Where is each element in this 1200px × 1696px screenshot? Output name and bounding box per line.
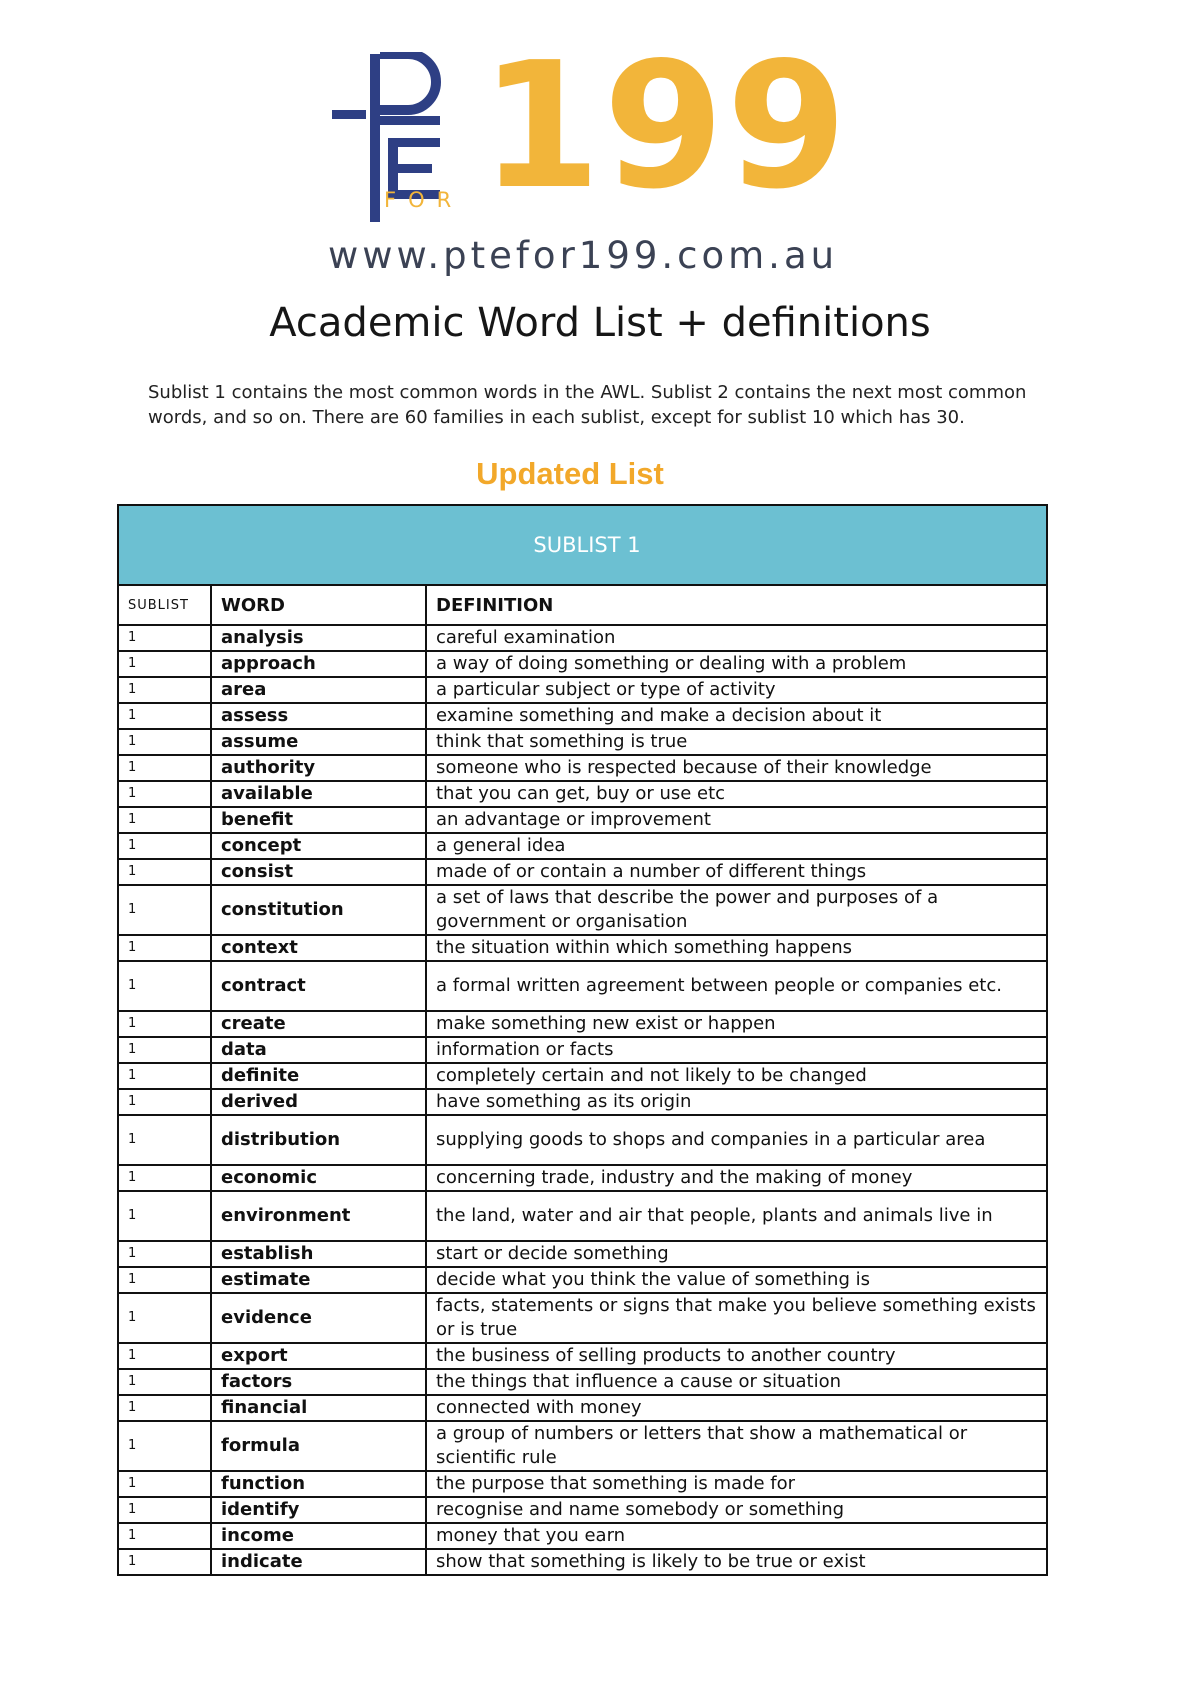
table-row (118, 1011, 1047, 1037)
row-word: estimate (211, 1267, 426, 1293)
row-word: identify (211, 1497, 426, 1523)
table-row (118, 651, 1047, 677)
row-word: definite (211, 1063, 426, 1089)
row-sublist: 1 (118, 1241, 211, 1267)
table-row (118, 1115, 1047, 1165)
row-definition: recognise and name somebody or something (426, 1497, 1047, 1523)
table-row (118, 1497, 1047, 1523)
row-sublist: 1 (118, 1089, 211, 1115)
row-sublist: 1 (118, 1471, 211, 1497)
table-row (118, 1241, 1047, 1267)
table-banner-row (118, 505, 1047, 585)
row-sublist: 1 (118, 1369, 211, 1395)
row-sublist: 1 (118, 1421, 211, 1471)
row-word: authority (211, 755, 426, 781)
row-definition: connected with money (426, 1395, 1047, 1421)
row-sublist: 1 (118, 885, 211, 935)
row-word: financial (211, 1395, 426, 1421)
row-sublist: 1 (118, 1293, 211, 1343)
row-definition: that you can get, buy or use etc (426, 781, 1047, 807)
updated-list-heading: Updated List (476, 456, 664, 491)
row-definition: a group of numbers or letters that show a mathematical or scientific rule (426, 1421, 1047, 1471)
row-sublist: 1 (118, 755, 211, 781)
row-definition: a formal written agreement between people or companies etc. (426, 961, 1047, 1011)
row-sublist: 1 (118, 1267, 211, 1293)
row-sublist: 1 (118, 677, 211, 703)
row-word: factors (211, 1369, 426, 1395)
row-definition: decide what you think the value of something is (426, 1267, 1047, 1293)
row-word: area (211, 677, 426, 703)
row-sublist: 1 (118, 1343, 211, 1369)
brand-logo (328, 25, 870, 282)
table-row (118, 859, 1047, 885)
row-sublist: 1 (118, 1063, 211, 1089)
row-word: concept (211, 833, 426, 859)
row-word: assess (211, 703, 426, 729)
intro-paragraph: Sublist 1 contains the most common words in the AWL. Sublist 2 contains the next most common words, and so on. There are 60 families in each sublist, except for sublist 10 which has 30. (148, 382, 1027, 428)
table-row (118, 1421, 1047, 1471)
row-definition: show that something is likely to be true or exist (426, 1549, 1047, 1575)
row-definition: an advantage or improvement (426, 807, 1047, 833)
row-word: approach (211, 651, 426, 677)
row-definition: careful examination (426, 625, 1047, 651)
row-word: data (211, 1037, 426, 1063)
header-definition: DEFINITION (426, 585, 1047, 625)
row-definition: start or decide something (426, 1241, 1047, 1267)
row-definition: the business of selling products to another country (426, 1343, 1047, 1369)
row-sublist: 1 (118, 1395, 211, 1421)
table-row (118, 781, 1047, 807)
row-sublist: 1 (118, 729, 211, 755)
row-definition: made of or contain a number of different things (426, 859, 1047, 885)
table-row (118, 729, 1047, 755)
row-word: establish (211, 1241, 426, 1267)
table-row (118, 1089, 1047, 1115)
row-sublist: 1 (118, 651, 211, 677)
table-row (118, 935, 1047, 961)
table-row (118, 1471, 1047, 1497)
row-sublist: 1 (118, 935, 211, 961)
table-row (118, 1395, 1047, 1421)
row-word: assume (211, 729, 426, 755)
row-word: contract (211, 961, 426, 1011)
table-row (118, 1037, 1047, 1063)
row-word: available (211, 781, 426, 807)
row-definition: completely certain and not likely to be changed (426, 1063, 1047, 1089)
row-sublist: 1 (118, 859, 211, 885)
row-sublist: 1 (118, 833, 211, 859)
row-definition: the things that influence a cause or situation (426, 1369, 1047, 1395)
table-row (118, 1267, 1047, 1293)
table-row (118, 1523, 1047, 1549)
table-row (118, 885, 1047, 935)
row-sublist: 1 (118, 781, 211, 807)
row-sublist: 1 (118, 1011, 211, 1037)
logo-url: www.ptefor199.com.au (328, 234, 839, 277)
row-sublist: 1 (118, 1523, 211, 1549)
row-word: indicate (211, 1549, 426, 1575)
word-table (117, 504, 1048, 1576)
row-sublist: 1 (118, 1115, 211, 1165)
table-row (118, 961, 1047, 1011)
table-row (118, 807, 1047, 833)
row-definition: information or facts (426, 1037, 1047, 1063)
row-definition: someone who is respected because of their knowledge (426, 755, 1047, 781)
table-row (118, 703, 1047, 729)
row-definition: a particular subject or type of activity (426, 677, 1047, 703)
logo-for-text: FOR (384, 188, 464, 212)
row-definition: the purpose that something is made for (426, 1471, 1047, 1497)
table-row (118, 1165, 1047, 1191)
row-definition: money that you earn (426, 1523, 1047, 1549)
row-word: create (211, 1011, 426, 1037)
row-sublist: 1 (118, 1549, 211, 1575)
row-definition: supplying goods to shops and companies in a particular area (426, 1115, 1047, 1165)
table-row (118, 1063, 1047, 1089)
table-row (118, 833, 1047, 859)
row-word: income (211, 1523, 426, 1549)
row-word: function (211, 1471, 426, 1497)
table-row (118, 1343, 1047, 1369)
row-definition: a way of doing something or dealing with a problem (426, 651, 1047, 677)
table-row (118, 1369, 1047, 1395)
row-word: export (211, 1343, 426, 1369)
row-definition: a general idea (426, 833, 1047, 859)
row-word: analysis (211, 625, 426, 651)
row-definition: examine something and make a decision about it (426, 703, 1047, 729)
row-definition: think that something is true (426, 729, 1047, 755)
row-sublist: 1 (118, 703, 211, 729)
row-word: distribution (211, 1115, 426, 1165)
row-sublist: 1 (118, 1191, 211, 1241)
row-word: constitution (211, 885, 426, 935)
page-title: Academic Word List + definitions (269, 300, 931, 346)
row-sublist: 1 (118, 807, 211, 833)
logo-brand-number: 199 (480, 25, 850, 228)
row-sublist: 1 (118, 1037, 211, 1063)
row-word: benefit (211, 807, 426, 833)
row-word: consist (211, 859, 426, 885)
table-row (118, 755, 1047, 781)
table-row (118, 1549, 1047, 1575)
table-row (118, 625, 1047, 651)
row-definition: make something new exist or happen (426, 1011, 1047, 1037)
row-sublist: 1 (118, 1165, 211, 1191)
table-row (118, 1293, 1047, 1343)
row-definition: have something as its origin (426, 1089, 1047, 1115)
row-word: environment (211, 1191, 426, 1241)
sublist-banner: SUBLIST 1 (118, 505, 1047, 585)
table-row (118, 677, 1047, 703)
header-sublist: SUBLIST (118, 585, 211, 625)
header-word: WORD (211, 585, 426, 625)
row-definition: the situation within which something happens (426, 935, 1047, 961)
row-sublist: 1 (118, 961, 211, 1011)
row-word: derived (211, 1089, 426, 1115)
row-definition: concerning trade, industry and the making of money (426, 1165, 1047, 1191)
row-word: context (211, 935, 426, 961)
table-header-row (118, 585, 1047, 625)
row-sublist: 1 (118, 1497, 211, 1523)
table-row (118, 1191, 1047, 1241)
row-word: economic (211, 1165, 426, 1191)
row-word: evidence (211, 1293, 426, 1343)
row-sublist: 1 (118, 625, 211, 651)
row-definition: the land, water and air that people, plants and animals live in (426, 1191, 1047, 1241)
row-word: formula (211, 1421, 426, 1471)
row-definition: a set of laws that describe the power and purposes of a government or organisation (426, 885, 1047, 935)
row-definition: facts, statements or signs that make you believe something exists or is true (426, 1293, 1047, 1343)
